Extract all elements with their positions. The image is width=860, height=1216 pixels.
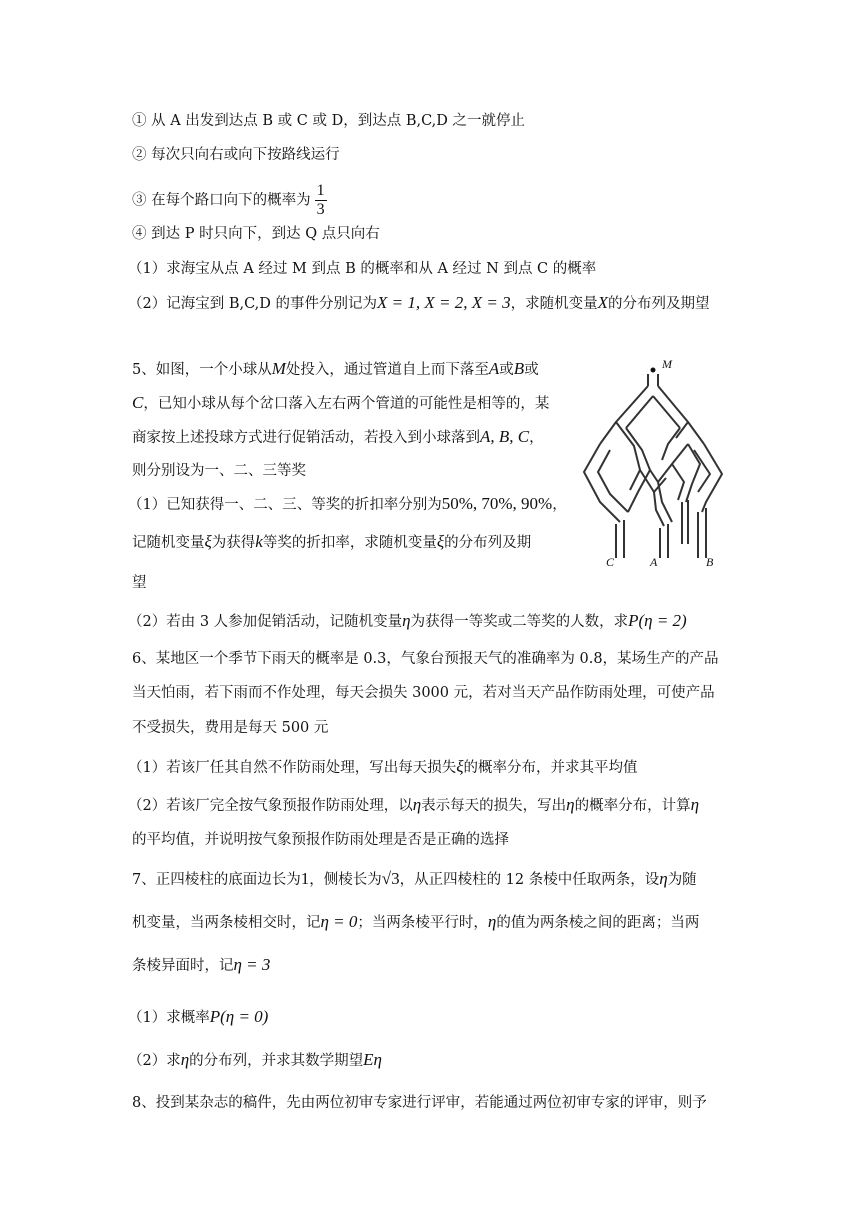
q6-line1: 6、某地区一个季节下雨天的概率是 0.3，气象台预报天气的准确率为 0.8，某场生产的产品 [132,651,719,667]
rule-2: ② 每次只向右或向下按路线运行 [132,147,340,163]
q5-line1: 5、如图，一个小球从M处投入，通过管道自上而下落至A或B或 [132,359,539,378]
q4-part2: （2）记海宝到 B,C,D 的事件分别记为X = 1, X = 2, X = 3，求随机变量X的分布列及期望 [128,293,710,312]
exit-pipe-a [660,524,668,558]
q5-line4: 则分别设为一、二、三等奖 [132,463,306,479]
exit-pipe-c [616,520,624,558]
rule-3 [132,182,327,219]
q5-part1: （1）已知获得一、二、三、等奖的折扣率分别为50%, 70%, 90%， [128,494,567,513]
q5-line3: 商家按上述投球方式进行促销活动，若投入到小球落到A, B, C， [132,427,544,446]
q6-line3: 不受损失，费用是每天 500 元 [132,720,329,736]
q8-line1: 8、投到某杂志的稿件，先由两位初审专家进行评审，若能通过两位初审专家的评审，则予 [132,1095,707,1111]
q4-part1: （1）求海宝从点 A 经过 M 到点 B 的概率和从 A 经过 N 到点 C 的概率 [128,261,597,277]
q5-line7: 望 [132,575,147,591]
q4-part2-math: X = 1, X = 2, X = 3 [377,293,511,312]
rule-4: ④ 到达 P 时只向下，到达 Q 点只向右 [132,226,380,242]
q6-line2: 当天怕雨，若下雨而不作处理，每天会损失 3000 元，若对当天产品作防雨处理，可使产品 [132,685,715,701]
q7-line3: 条棱异面时，记η = 3 [132,955,271,974]
q7-line2: 机变量，当两条棱相交时，记η = 0；当两条棱平行时，η的值为两条棱之间的距离；当两 [132,912,700,931]
q6-line7: 的平均值，并说明按气象预报作防雨处理是否是正确的选择 [132,832,509,848]
pipe-diagram [576,352,736,568]
q7-line1: 7、正四棱柱的底面边长为1，侧棱长为√3，从正四棱柱的 12 条棱中任取两条，设η为随 [132,869,697,888]
q7-part2: （2）求η的分布列，并求其数学期望Eη [128,1050,382,1069]
entry-pipe [648,374,658,386]
q6-part2: （2）若该厂完全按气象预报作防雨处理，以η表示每天的损失，写出η的概率分布，计算η [128,795,700,814]
q6-part1: （1）若该厂任其自然不作防雨处理，写出每天损失ξ的概率分布，并求其平均值 [128,757,638,776]
q5-part2: （2）若由 3 人参加促销活动，记随机变量η为获得一等奖或二等奖的人数，求P(η = 2) [128,611,687,630]
label-b: B [706,555,714,568]
exit-pipe-b [698,508,706,558]
q5-line6: 记随机变量ξ为获得k等奖的折扣率，求随机变量ξ的分布列及期 [132,532,532,551]
label-a: A [650,555,658,568]
one-third-fraction: $\frac{1}{3}$ [316,182,325,218]
label-m: M [662,357,672,371]
q7-part1: （1）求概率P(η = 0) [128,1007,269,1026]
q5-line2: C，已知小球从每个岔口落入左右两个管道的可能性是相等的，某 [132,393,550,412]
label-c: C [606,555,615,568]
drop-point-icon [651,368,656,373]
rule-1: ① 从 A 出发到达点 B 或 C 或 D，到达点 B,C,D 之一就停止 [132,113,526,129]
sqrt-3: √3 [381,869,400,888]
rule-3-text: ③ 在每个路口向下的概率为 [132,192,311,209]
